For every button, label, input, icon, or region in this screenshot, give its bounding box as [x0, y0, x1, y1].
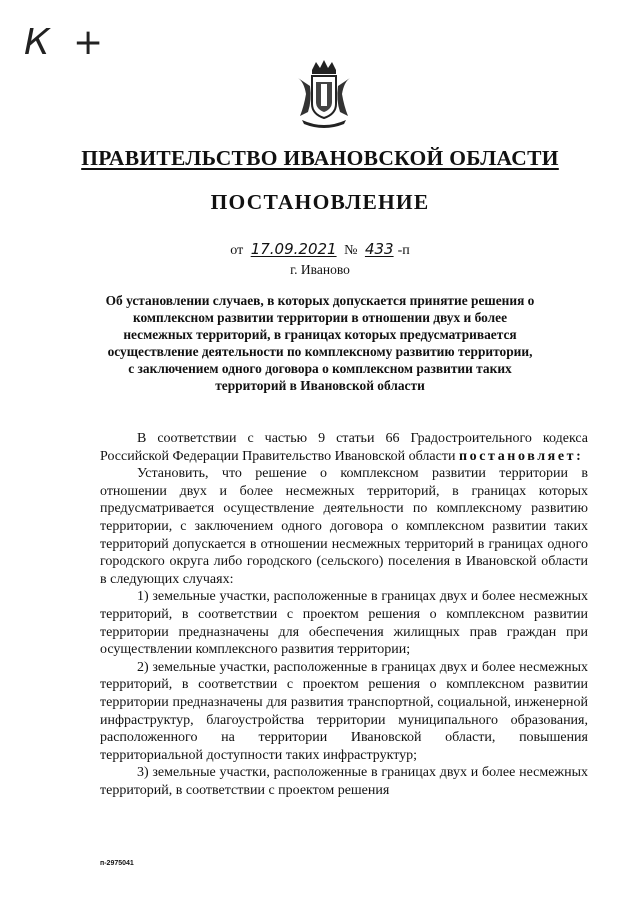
number-sign: № [344, 243, 358, 258]
date-prefix: от [230, 243, 244, 258]
document-date: 17.09.2021 [250, 240, 337, 258]
paragraph-main: Установить, что решение о комплексном развитии территории в отношении двух и более несмежных территорий, в границах которых предусматривается осуществление деятельности по комплексному развитию территории, с заключением одного договора о комплексном развитии таких территорий допускается в отношении несмежных территорий в границах одного городского округа либо городского (сельского) поселения в Ивановской области в следующих случаях: [100, 466, 588, 587]
footer-code: п-2975041 [100, 860, 134, 867]
number-suffix: -п [397, 243, 410, 258]
document-number: 433 [364, 240, 394, 258]
document-body [100, 430, 588, 799]
intro-paragraph [100, 430, 588, 465]
decree-word: постановляет: [458, 448, 584, 464]
city: г. Иваново [290, 262, 350, 277]
date-number-line [0, 240, 640, 259]
list-item-2: 2) земельные участки, расположенные в границах двух и более несмежных территорий, в соответствии с проектом решения о комплексном развитии территории предназначены для развития транспортной, социальной, инженерной инфраструктур, благоустройства территории муниципального образования, расположенного на территории Ивановской области, повышения территориальной доступности таких инфраструктур; [100, 659, 588, 763]
coat-of-arms-icon [294, 60, 354, 130]
organization-title: ПРАВИТЕЛЬСТВО ИВАНОВСКОЙ ОБЛАСТИ [81, 146, 559, 170]
list-item-3: 3) земельные участки, расположенные в границах двух и более несмежных территорий, в соответствии с проектом решения [100, 765, 588, 798]
handwritten-mark: К + [24, 22, 110, 63]
list-item-1: 1) земельные участки, расположенные в границах двух и более несмежных территорий, в соответствии с проектом решения о комплексном развитии территории предназначены для обеспечения жилищных прав граждан при осуществлении комплексного развития территории; [100, 589, 588, 658]
intro-text: В соответствии с частью 9 статьи 66 Градостроительного кодекса Российской Федерации Правительство Ивановской области [100, 431, 588, 464]
document-subject: Об установлении случаев, в которых допускается принятие решения о комплексном развитии территории в отношении двух и более несмежных территорий, в границах которых предусматривается осуществление деятельности по комплексному развитию территории, с заключением одного договора о комплексном развитии таких территорий в Ивановской области [105, 293, 535, 393]
document-type: ПОСТАНОВЛЕНИЕ [210, 190, 430, 214]
